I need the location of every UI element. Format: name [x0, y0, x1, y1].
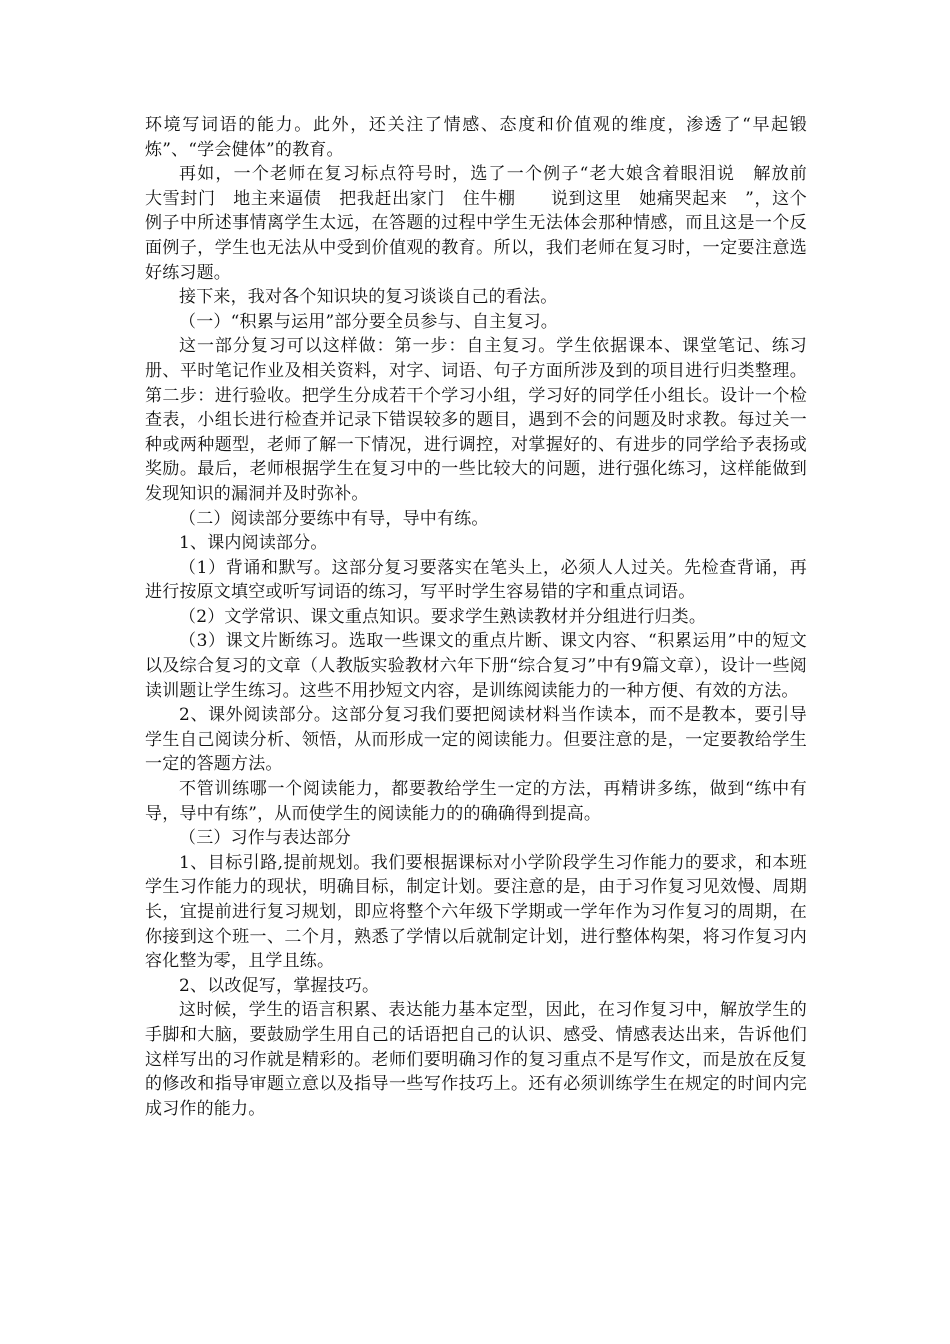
paragraph: 接下来，我对各个知识块的复习谈谈自己的看法。 — [179, 287, 558, 308]
paragraph: （2）文学常识、课文重点知识。要求学生熟读教材并分组进行归类。 — [179, 606, 707, 627]
paragraph: 2、课外阅读部分。这部分复习我们要把阅读材料当作读本，而不是教本，要引导学生自己阅读分析、领悟，从而形成一定的阅读能力。但要注意的是，一定要教给学生一定的答题方法。 — [145, 705, 807, 775]
subsection-heading: 2、以改促写，掌握技巧。 — [179, 975, 380, 996]
paragraph: 再如，一个老师在复习标点符号时，选了一个例子“老大娘含着眼泪说 解放前 大雪封门 地主来逼债 把我赶出家门 住牛棚 说到这里 她痛哭起来 ”，这个例子中所述事情离学生太远，在答题的过程中学生无法体会那种情感，而且这是一个反面例子，学生也无法从中受到价值观的教育。所以，我们老师在复习时，一定要注意选好练习题。 — [145, 164, 825, 283]
section-heading: （三）习作与表达部分 — [179, 828, 351, 849]
paragraph: （3）课文片断练习。选取一些课文的重点片断、课文内容、“积累运用”中的短文以及综合复习的文章（人教版实验教材六年下册“综合复习”中有9篇文章），设计一些阅读训题让学生练习。这些不用抄短文内容，是训练阅读能力的一种方便、有效的方法。 — [145, 631, 807, 701]
paragraph: （1）背诵和默写。这部分复习要落实在笔头上，必须人人过关。先检查背诵，再进行按原文填空或听写词语的练习，写平时学生容易错的字和重点词语。 — [145, 557, 807, 603]
paragraph: 环境写词语的能力。此外，还关注了情感、态度和价值观的维度，渗透了“早起锻炼”、“学会健体”的教育。 — [145, 115, 807, 160]
paragraph: 这一部分复习可以这样做：第一步：自主复习。学生依据课本、课堂笔记、练习册、平时笔记作业及相关资料，对字、词语、句子方面所涉及到的项目进行归类整理。第二步：进行验收。把学生分成若干个学习小组，学习好的同学任小组长。设计一个检查表，小组长进行检查并记录下错误较多的题目，遇到不会的问题及时求教。每过关一种或两种题型，老师了解一下情况，进行调控，对掌握好的、有进步的同学给予表扬或奖励。最后，老师根据学生在复习中的一些比较大的问题，进行强化练习，这样能做到发现知识的漏洞并及时弥补。 — [145, 336, 807, 504]
paragraph: 不管训练哪一个阅读能力，都要教给学生一定的方法，再精讲多练，做到“练中有导，导中有练”，从而使学生的阅读能力的的确确得到提高。 — [145, 779, 807, 824]
paragraph: 这时候，学生的语言积累、表达能力基本定型，因此，在习作复习中，解放学生的手脚和大脑，要鼓励学生用自己的话语把自己的认识、感受、情感表达出来，告诉他们这样写出的习作就是精彩的。老师们要明确习作的复习重点不是写作文，而是放在反复的修改和指导审题立意以及指导一些写作技巧上。还有必须训练学生在规定的时间内完成习作的能力。 — [145, 1000, 807, 1119]
document-body — [145, 113, 825, 1121]
section-heading: （一）“积累与运用”部分要全员参与、自主复习。 — [179, 311, 558, 332]
paragraph: 1、目标引路,提前规划。我们要根据课标对小学阶段学生习作能力的要求，和本班学生习作能力的现状，明确目标，制定计划。要注意的是，由于习作复习见效慢、周期长，宜提前进行复习规划，即应将整个六年级下学期或一学年作为习作复习的周期，在你接到这个班一、二个月，熟悉了学情以后就制定计划，进行整体构架，将习作复习内容化整为零，且学且练。 — [145, 852, 807, 972]
section-heading: （二）阅读部分要练中有导，导中有练。 — [179, 508, 489, 529]
subsection-heading: 1、课内阅读部分。 — [179, 533, 328, 554]
